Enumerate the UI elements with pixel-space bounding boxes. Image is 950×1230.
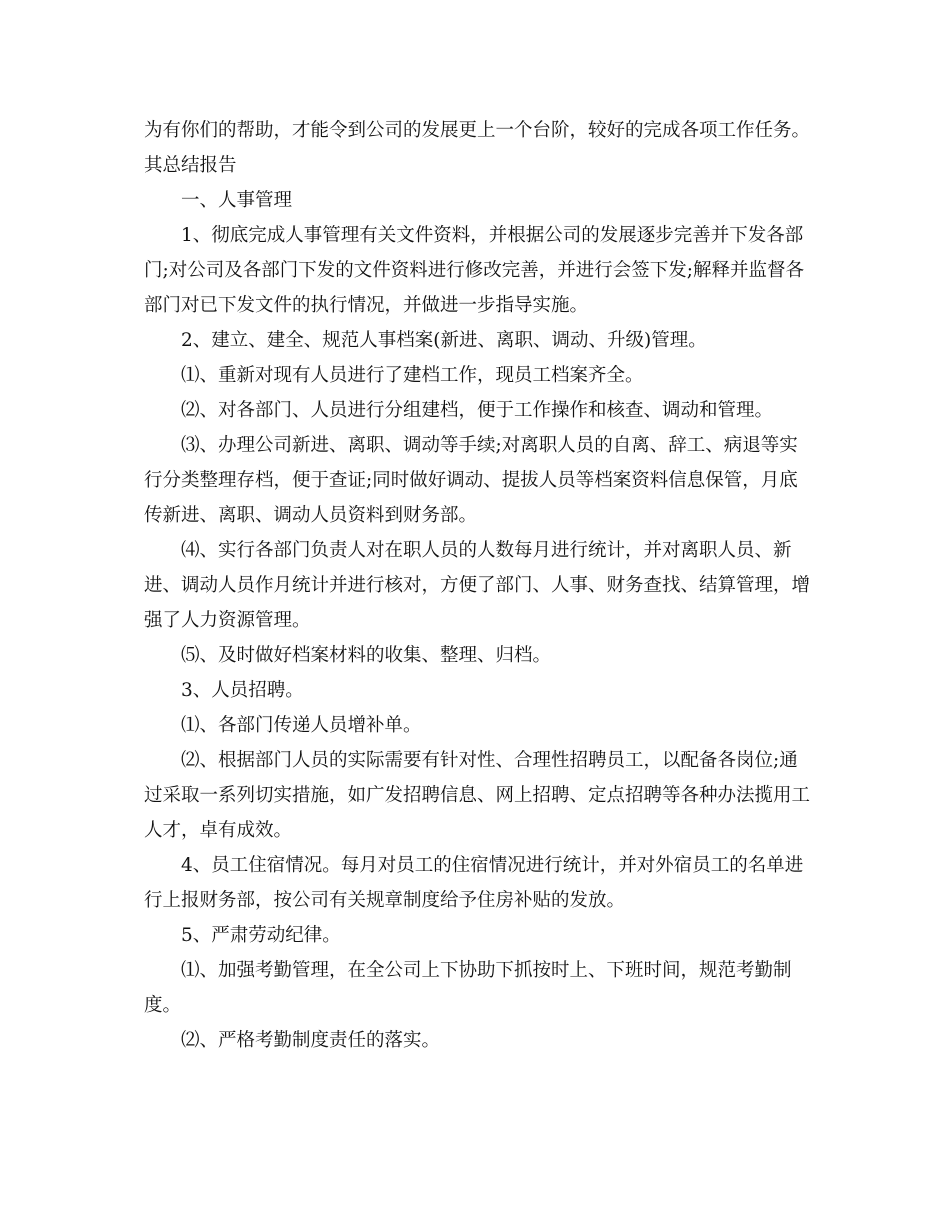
paragraph-item-3-2: ⑵、根据部门人员的实际需要有针对性、合理性招聘员工，以配备各岗位;通过采取一系列切实措施，如广发招聘信息、网上招聘、定点招聘等各种办法揽用工人才，卓有成效。 [144,750,811,841]
paragraph-1: 为有你们的帮助，才能令到公司的发展更上一个台阶，较好的完成各项工作任务。 [144,120,811,141]
paragraph-item-2-1: ⑴、重新对现有人员进行了建档工作，现员工档案齐全。 [181,365,644,386]
paragraph-item-2-4: ⑷、实行各部门负责人对在职人员的人数每月进行统计，并对离职人员、新进、调动人员作月统计并进行核对，方便了部门、人事、财务查找、结算管理，增强了人力资源管理。 [144,540,811,631]
paragraph-item-5-2: ⑵、严格考勤制度责任的落实。 [181,1030,441,1051]
paragraph-item-2-2: ⑵、对各部门、人员进行分组建档，便于工作操作和核查、调动和管理。 [181,400,774,421]
paragraph-item-2-3: ⑶、办理公司新进、离职、调动等手续;对离职人员的自离、辞工、病退等实行分类整理存档，便于查证;同时做好调动、提拔人员等档案资料信息保管，月底传新进、离职、调动人员资料到财务部。 [144,435,798,526]
paragraph-item-5: 5、严肃劳动纪律。 [181,925,341,946]
paragraph-item-2: 2、建立、建全、规范人事档案(新进、离职、调动、升级)管理。 [181,330,707,351]
paragraph-item-3-1: ⑴、各部门传递人员增补单。 [181,715,422,736]
paragraph-item-2-5: ⑸、及时做好档案材料的收集、整理、归档。 [181,645,552,666]
paragraph-item-1: 1、彻底完成人事管理有关文件资料，并根据公司的发展逐步完善并下发各部门;对公司及各部门下发的文件资料进行修改完善，并进行会签下发;解释并监督各部门对已下发文件的执行情况，并做进一步指导实施。 [144,225,804,316]
report-heading: 其总结报告 [144,155,237,176]
paragraph-item-5-1: ⑴、加强考勤管理，在全公司上下协助下抓按时上、下班时间，规范考勤制度。 [144,960,792,1016]
paragraph-item-4: 4、员工住宿情况。每月对员工的住宿情况进行统计，并对外宿员工的名单进行上报财务部，按公司有关规章制度给予住房补贴的发放。 [144,855,804,911]
document-body [144,113,814,1058]
paragraph-item-3: 3、人员招聘。 [181,680,304,701]
section-heading-personnel: 一、人事管理 [181,190,293,211]
